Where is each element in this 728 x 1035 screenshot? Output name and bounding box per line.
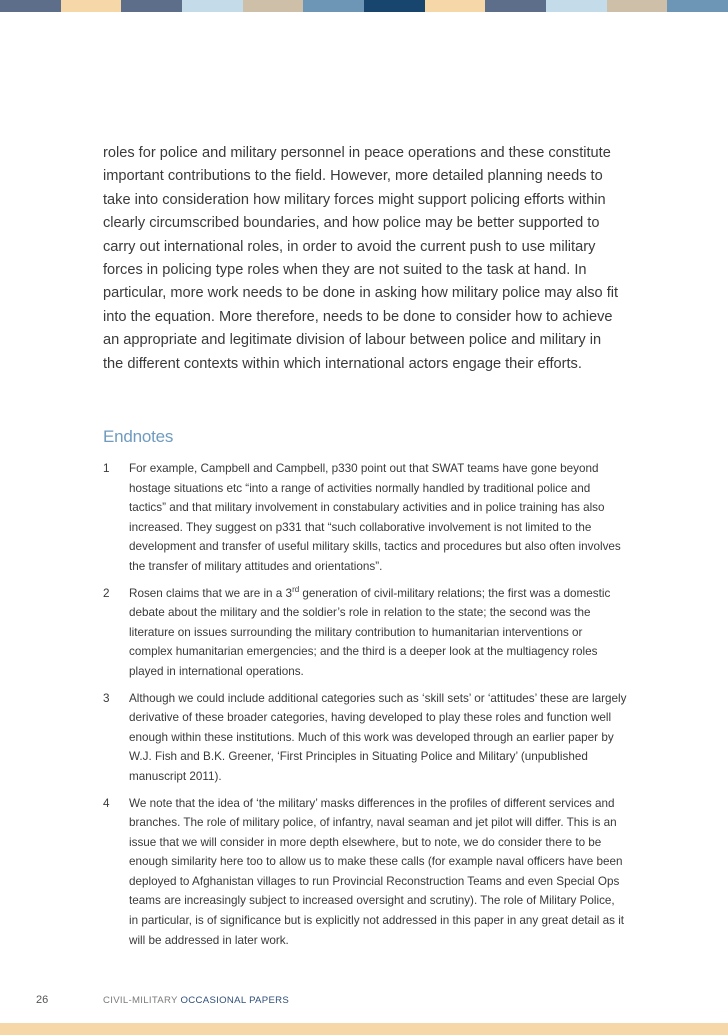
stripe-segment [485, 0, 546, 12]
endnote-text-rest: generation of civil-military relations; the first was a domestic debate about the military and the soldier’s role in relation to the state; the second was the literature on issues surrounding the military contribution to humanitarian interventions or complex humanitarian emergencies; and the third is a deeper look at the multiagency roles played in international operations. [129, 586, 611, 678]
stripe-segment [425, 0, 486, 12]
stripe-segment [0, 0, 61, 12]
endnote-text: Although we could include additional categories such as ‘skill sets’ or ‘attitudes’ these are largely derivative of these broader categories, having developed to play these roles and function well enough within these institutions. Much of this work was developed through an earlier paper by W.J. Fish and B.K. Greener, ‘First Principles in Situating Police and Military’ (unpublished manuscript 2011). [129, 691, 627, 783]
endnote-item [103, 689, 627, 787]
stripe-segment [243, 0, 304, 12]
endnote-number: 4 [103, 796, 110, 810]
running-footer [103, 995, 289, 1006]
stripe-segment [61, 0, 122, 12]
endnote-item [103, 584, 627, 682]
endnotes-heading: Endnotes [103, 427, 174, 446]
stripe-segment [667, 0, 728, 12]
footer-color-stripe [0, 1023, 728, 1035]
endnote-number: 3 [103, 691, 110, 705]
endnote-item [103, 459, 627, 577]
endnote-number: 2 [103, 586, 110, 600]
stripe-segment [303, 0, 364, 12]
endnote-item [103, 794, 627, 951]
ordinal-superscript: rd [292, 584, 300, 594]
series-name-part1: CIVIL-MILITARY [103, 995, 178, 1006]
endnote-text [129, 584, 627, 682]
series-name-part2: OCCASIONAL PAPERS [180, 995, 290, 1006]
endnote-number: 1 [103, 462, 110, 475]
stripe-segment [364, 0, 425, 12]
page-number: 26 [36, 994, 49, 1006]
stripe-segment [607, 0, 668, 12]
endnote-list [103, 459, 627, 957]
stripe-segment [182, 0, 243, 12]
stripe-segment [546, 0, 607, 12]
body-paragraph: roles for police and military personnel in peace operations and these constitute important contributions to the field. However, more detailed planning needs to take into consideration how military forces might support policing efforts within clearly circumscribed boundaries, and how police may be better supported to carry out international roles, in order to avoid the current push to use military forces in policing type roles when they are not suited to the task at hand. In particular, more work needs to be done in asking how military police may also fit into the equation. More therefore, needs to be done to consider how to achieve an appropriate and legitimate division of labour between police and military in the different contexts within which international actors engage their efforts. [103, 145, 619, 372]
endnote-text: For example, Campbell and Campbell, p330 point out that SWAT teams have gone beyond hostage situations etc “into a range of activities normally handled by traditional police and tactics” and that military involvement in constabulary activities and in police training has also increased. They suggest on p331 that “such collaborative involvement is not limited to the development and transfer of useful military skills, tactics and procedures but also often involves the transfer of military attitudes and orientations”. [129, 462, 621, 573]
endnote-text-start: Rosen claims that we are in a 3 [129, 586, 293, 600]
stripe-segment [121, 0, 182, 12]
header-color-stripe [0, 0, 728, 12]
endnote-text: We note that the idea of ‘the military’ masks differences in the profiles of different services and branches. The role of military police, of infantry, naval seaman and jet pilot will differ. This is an issue that we will consider in more depth elsewhere, but to note, we do consider there to be enough similarity here too to allow us to make these calls (for example naval officers have been deployed to Afghanistan villages to run Provincial Reconstruction Teams and even Special Ops teams are increasingly subject to increased oversight and scrutiny). The role of Military Police, in particular, is of significance but is explicitly not addressed in this paper in any great detail as it will be addressed in later work. [129, 796, 625, 947]
